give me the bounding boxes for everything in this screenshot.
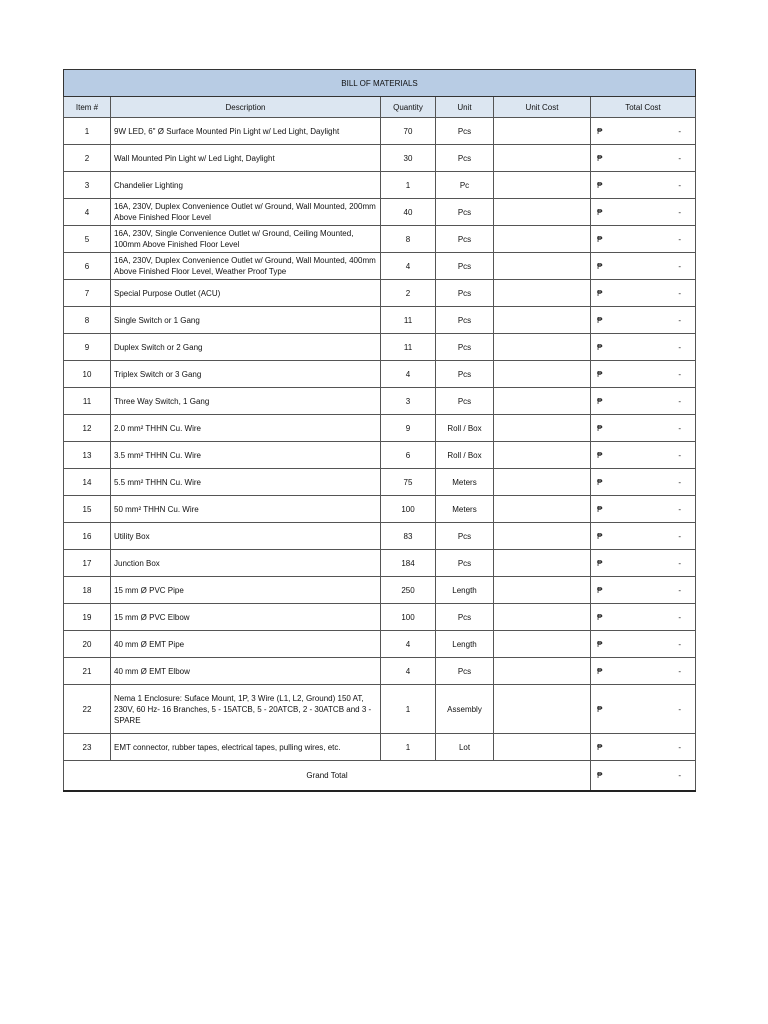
unit-cost-cell [494,118,591,145]
table-row [64,280,696,307]
total-cost-cell [591,685,696,734]
unit-cell: Pcs [436,118,494,145]
unit-cell: Length [436,577,494,604]
table-row [64,496,696,523]
peso-sign: ₱ [597,666,603,676]
total-cost-amount: - [678,207,681,217]
peso-sign: ₱ [597,261,603,271]
unit-cell: Assembly [436,685,494,734]
table-row [64,577,696,604]
total-cost-amount: - [678,639,681,649]
table-row [64,469,696,496]
table-row [64,226,696,253]
quantity-cell: 30 [381,145,436,172]
item-number-cell: 21 [64,658,111,685]
peso-sign: ₱ [597,477,603,487]
description-cell: 16A, 230V, Duplex Convenience Outlet w/ Ground, Wall Mounted, 400mm Above Finished Floor Level, Weather Proof Type [111,253,381,280]
total-cost-amount: - [678,261,681,271]
header-quantity: Quantity [381,97,436,118]
unit-cost-cell [494,226,591,253]
description-cell: Single Switch or 1 Gang [111,307,381,334]
unit-cell: Roll / Box [436,415,494,442]
unit-cost-cell [494,199,591,226]
quantity-cell: 4 [381,253,436,280]
total-cost-amount: - [678,504,681,514]
total-cost-amount: - [678,180,681,190]
total-cost-cell [591,145,696,172]
peso-sign: ₱ [597,612,603,622]
grand-total-amount: - [678,771,681,780]
unit-cell: Pcs [436,307,494,334]
total-cost-amount: - [678,126,681,136]
total-cost-amount: - [678,742,681,752]
table-row [64,685,696,734]
unit-cost-cell [494,172,591,199]
peso-sign: ₱ [597,153,603,163]
description-cell: 9W LED, 6" Ø Surface Mounted Pin Light w/ Led Light, Daylight [111,118,381,145]
total-cost-amount: - [678,153,681,163]
description-cell: Triplex Switch or 3 Gang [111,361,381,388]
peso-sign: ₱ [597,315,603,325]
unit-cost-cell [494,469,591,496]
total-cost-cell [591,415,696,442]
total-cost-cell [591,307,696,334]
unit-cost-cell [494,734,591,761]
table-row [64,145,696,172]
quantity-cell: 100 [381,496,436,523]
item-number-cell: 8 [64,307,111,334]
item-number-cell: 9 [64,334,111,361]
unit-cell: Pcs [436,253,494,280]
total-cost-cell [591,361,696,388]
unit-cell: Pcs [436,226,494,253]
grand-total-label: Grand Total [64,761,591,792]
total-cost-cell [591,226,696,253]
total-cost-cell [591,658,696,685]
description-cell: 40 mm Ø EMT Pipe [111,631,381,658]
total-cost-cell [591,550,696,577]
total-cost-cell [591,334,696,361]
table-row [64,523,696,550]
peso-sign: ₱ [597,639,603,649]
unit-cell: Lot [436,734,494,761]
item-number-cell: 14 [64,469,111,496]
total-cost-amount: - [678,558,681,568]
unit-cell: Pcs [436,199,494,226]
total-cost-amount: - [678,450,681,460]
table-row [64,734,696,761]
total-cost-amount: - [678,288,681,298]
quantity-cell: 1 [381,685,436,734]
total-cost-amount: - [678,612,681,622]
unit-cost-cell [494,658,591,685]
quantity-cell: 3 [381,388,436,415]
table-row [64,550,696,577]
quantity-cell: 70 [381,118,436,145]
quantity-cell: 11 [381,334,436,361]
description-cell: Utility Box [111,523,381,550]
total-cost-amount: - [678,585,681,595]
unit-cost-cell [494,604,591,631]
description-cell: 16A, 230V, Single Convenience Outlet w/ Ground, Ceiling Mounted, 100mm Above Finished Floor Level [111,226,381,253]
unit-cost-cell [494,550,591,577]
unit-cost-cell [494,577,591,604]
total-cost-amount: - [678,342,681,352]
unit-cost-cell [494,280,591,307]
quantity-cell: 11 [381,307,436,334]
item-number-cell: 22 [64,685,111,734]
unit-cost-cell [494,334,591,361]
total-cost-amount: - [678,704,681,714]
table-title: BILL OF MATERIALS [64,70,696,97]
item-number-cell: 6 [64,253,111,280]
total-cost-cell [591,577,696,604]
peso-sign: ₱ [597,369,603,379]
quantity-cell: 4 [381,361,436,388]
peso-sign: ₱ [597,742,603,752]
description-cell: 40 mm Ø EMT Elbow [111,658,381,685]
total-cost-cell [591,280,696,307]
quantity-cell: 184 [381,550,436,577]
grand-total-row [64,761,696,792]
quantity-cell: 1 [381,734,436,761]
item-number-cell: 23 [64,734,111,761]
description-cell: 3.5 mm² THHN Cu. Wire [111,442,381,469]
unit-cell: Meters [436,496,494,523]
unit-cost-cell [494,307,591,334]
unit-cell: Pcs [436,550,494,577]
unit-cost-cell [494,496,591,523]
peso-sign: ₱ [597,531,603,541]
description-cell: EMT connector, rubber tapes, electrical tapes, pulling wires, etc. [111,734,381,761]
table-title-row [64,70,696,97]
total-cost-amount: - [678,531,681,541]
item-number-cell: 19 [64,604,111,631]
peso-sign: ₱ [597,396,603,406]
grand-total-value [591,761,696,792]
unit-cell: Length [436,631,494,658]
unit-cost-cell [494,145,591,172]
table-row [64,172,696,199]
table-row [64,199,696,226]
peso-sign: ₱ [597,180,603,190]
peso-sign: ₱ [597,585,603,595]
unit-cost-cell [494,442,591,469]
item-number-cell: 12 [64,415,111,442]
table-row [64,604,696,631]
table-row [64,658,696,685]
unit-cell: Roll / Box [436,442,494,469]
unit-cost-cell [494,415,591,442]
item-number-cell: 3 [64,172,111,199]
quantity-cell: 75 [381,469,436,496]
total-cost-cell [591,631,696,658]
peso-sign: ₱ [597,504,603,514]
item-number-cell: 5 [64,226,111,253]
unit-cost-cell [494,388,591,415]
quantity-cell: 9 [381,415,436,442]
item-number-cell: 13 [64,442,111,469]
item-number-cell: 11 [64,388,111,415]
peso-sign: ₱ [597,126,603,136]
unit-cell: Pcs [436,523,494,550]
item-number-cell: 1 [64,118,111,145]
unit-cell: Pcs [436,388,494,415]
peso-sign: ₱ [597,288,603,298]
peso-sign: ₱ [597,342,603,352]
total-cost-cell [591,604,696,631]
quantity-cell: 6 [381,442,436,469]
item-number-cell: 15 [64,496,111,523]
peso-sign: ₱ [597,234,603,244]
total-cost-amount: - [678,315,681,325]
total-cost-cell [591,388,696,415]
description-cell: 15 mm Ø PVC Pipe [111,577,381,604]
item-number-cell: 18 [64,577,111,604]
description-cell: Nema 1 Enclosure: Suface Mount, 1P, 3 Wire (L1, L2, Ground) 150 AT, 230V, 60 Hz- 16 Branches, 5 - 15ATCB, 5 - 20ATCB, 2 - 30ATCB and 3 - SPARE [111,685,381,734]
description-cell: 15 mm Ø PVC Elbow [111,604,381,631]
item-number-cell: 2 [64,145,111,172]
total-cost-cell [591,199,696,226]
item-number-cell: 17 [64,550,111,577]
table-row [64,334,696,361]
total-cost-cell [591,172,696,199]
unit-cost-cell [494,523,591,550]
table-body [64,118,696,761]
unit-cell: Pcs [436,604,494,631]
description-cell: Three Way Switch, 1 Gang [111,388,381,415]
total-cost-amount: - [678,666,681,676]
header-total-cost: Total Cost [591,97,696,118]
total-cost-cell [591,469,696,496]
unit-cost-cell [494,685,591,734]
table-row [64,631,696,658]
quantity-cell: 8 [381,226,436,253]
quantity-cell: 40 [381,199,436,226]
description-cell: Chandelier Lighting [111,172,381,199]
total-cost-cell [591,253,696,280]
total-cost-amount: - [678,396,681,406]
total-cost-amount: - [678,234,681,244]
unit-cell: Pcs [436,334,494,361]
unit-cell: Meters [436,469,494,496]
total-cost-cell [591,442,696,469]
table-row [64,361,696,388]
peso-sign: ₱ [597,450,603,460]
unit-cell: Pcs [436,658,494,685]
table-row [64,307,696,334]
description-cell: Special Purpose Outlet (ACU) [111,280,381,307]
description-cell: Wall Mounted Pin Light w/ Led Light, Daylight [111,145,381,172]
unit-cell: Pc [436,172,494,199]
item-number-cell: 7 [64,280,111,307]
description-cell: 50 mm² THHN Cu. Wire [111,496,381,523]
peso-sign: ₱ [597,207,603,217]
quantity-cell: 1 [381,172,436,199]
header-unit-cost: Unit Cost [494,97,591,118]
unit-cost-cell [494,361,591,388]
header-unit: Unit [436,97,494,118]
quantity-cell: 2 [381,280,436,307]
total-cost-cell [591,118,696,145]
description-cell: 16A, 230V, Duplex Convenience Outlet w/ Ground, Wall Mounted, 200mm Above Finished Floor Level [111,199,381,226]
header-description: Description [111,97,381,118]
item-number-cell: 16 [64,523,111,550]
total-cost-amount: - [678,423,681,433]
quantity-cell: 100 [381,604,436,631]
item-number-cell: 20 [64,631,111,658]
description-cell: 5.5 mm² THHN Cu. Wire [111,469,381,496]
description-cell: Duplex Switch or 2 Gang [111,334,381,361]
quantity-cell: 83 [381,523,436,550]
quantity-cell: 4 [381,658,436,685]
table-row [64,415,696,442]
total-cost-amount: - [678,477,681,487]
peso-sign: ₱ [597,771,603,780]
table-row [64,253,696,280]
item-number-cell: 4 [64,199,111,226]
peso-sign: ₱ [597,704,603,714]
peso-sign: ₱ [597,423,603,433]
quantity-cell: 4 [381,631,436,658]
unit-cell: Pcs [436,145,494,172]
table-row [64,388,696,415]
peso-sign: ₱ [597,558,603,568]
total-cost-cell [591,496,696,523]
table-row [64,442,696,469]
table-row [64,118,696,145]
bill-of-materials-table [63,69,696,792]
item-number-cell: 10 [64,361,111,388]
total-cost-cell [591,734,696,761]
unit-cost-cell [494,253,591,280]
description-cell: 2.0 mm² THHN Cu. Wire [111,415,381,442]
description-cell: Junction Box [111,550,381,577]
table-header-row [64,97,696,118]
quantity-cell: 250 [381,577,436,604]
total-cost-cell [591,523,696,550]
unit-cost-cell [494,631,591,658]
total-cost-amount: - [678,369,681,379]
unit-cell: Pcs [436,280,494,307]
unit-cell: Pcs [436,361,494,388]
header-item-number: Item # [64,97,111,118]
